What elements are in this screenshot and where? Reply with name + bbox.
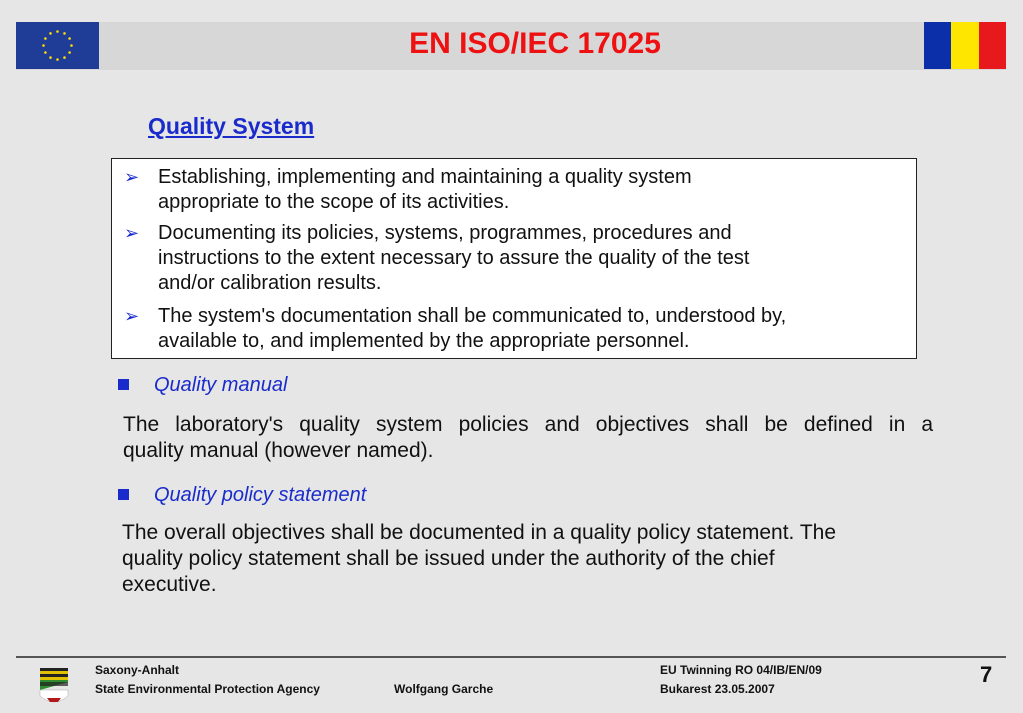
footer-place-date: Bukarest 23.05.2007	[660, 682, 775, 696]
quality-manual-text: The laboratory's quality system policies and objectives shall be defined in a quality manual (however named).	[123, 413, 933, 462]
quality-manual-heading: Quality manual	[154, 374, 288, 396]
arrow-bullet-icon: ➢	[124, 167, 140, 187]
romania-flag-icon	[924, 22, 1006, 69]
footer-project: EU Twinning RO 04/IB/EN/09	[660, 663, 822, 677]
coat-of-arms-icon	[38, 668, 70, 708]
footer-author: Wolfgang Garche	[394, 682, 494, 696]
requirements-box	[111, 158, 917, 359]
list-item: ➢ Documenting its policies, systems, programmes, procedures and instructions to the extent necessary to assure the quality of the test and/or calibration results.	[124, 222, 750, 294]
arrow-bullet-icon: ➢	[124, 306, 140, 326]
list-item: ➢ The system's documentation shall be communicated to, understood by, available to, and implemented by the appropriate personnel.	[124, 305, 787, 352]
quality-policy-text: The overall objectives shall be documented in a quality policy statement. The quality policy statement shall be issued under the authority of the chief executive.	[122, 521, 837, 596]
footer-org: Saxony-Anhalt	[95, 663, 180, 677]
section-title: Quality System	[148, 113, 315, 139]
quality-policy-heading: Quality policy statement	[154, 484, 367, 506]
list-item: ➢ Establishing, implementing and maintaining a quality system appropriate to the scope of its activities.	[124, 166, 692, 213]
square-bullet-icon	[118, 379, 129, 390]
eu-flag-icon	[16, 22, 99, 69]
page-title: EN ISO/IEC 17025	[409, 27, 661, 60]
square-bullet-icon	[118, 489, 129, 500]
footer-divider	[16, 656, 1006, 658]
footer-agency: State Environmental Protection Agency	[95, 682, 320, 696]
page-number: 7	[980, 662, 993, 687]
arrow-bullet-icon: ➢	[124, 223, 140, 243]
